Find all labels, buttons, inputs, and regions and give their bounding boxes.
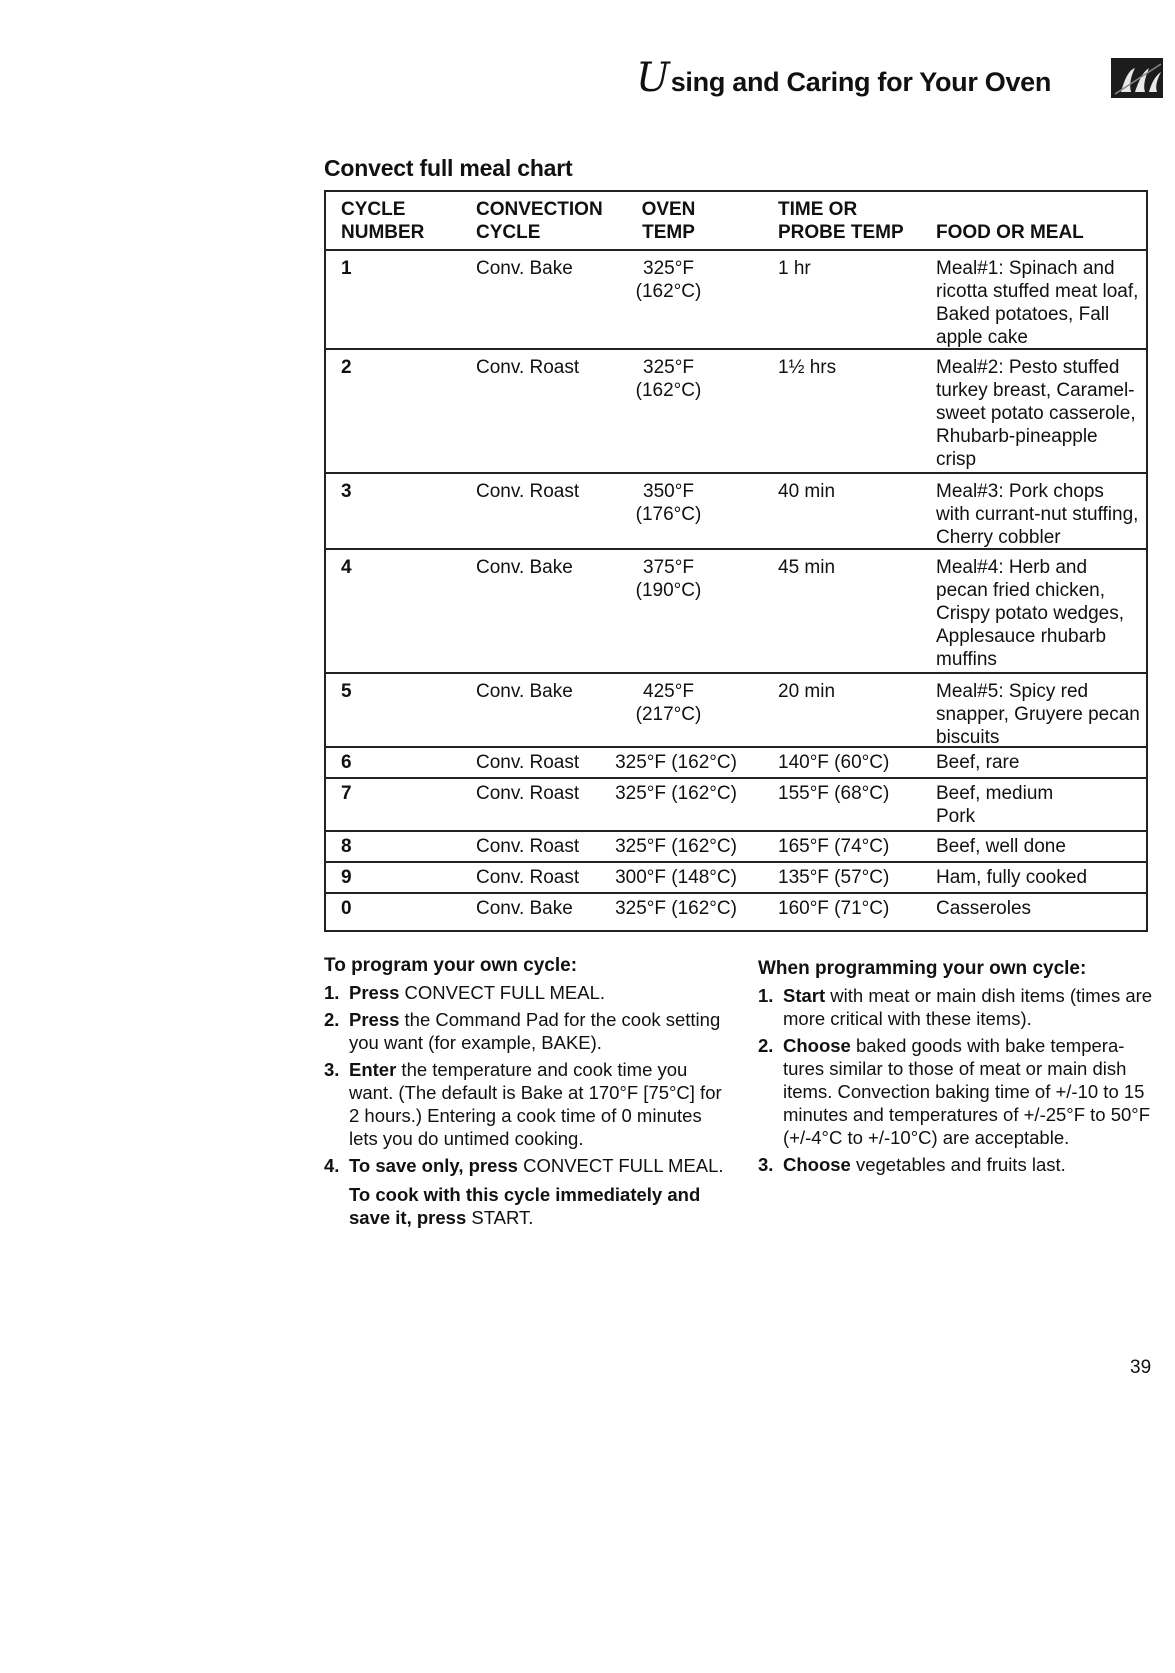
step-bold: To save only, press [349, 1155, 518, 1176]
instruction-step [324, 981, 724, 1004]
header-title: sing and Caring for Your Oven [670, 66, 1052, 97]
table-row [326, 550, 1146, 674]
section-title: Convect full meal chart [324, 155, 573, 181]
step-number: 2. [324, 1009, 340, 1030]
food-or-meal: Beef, rare [936, 752, 1020, 773]
cycle-number: 8 [341, 836, 352, 857]
food-or-meal: Ham, fully cooked [936, 867, 1088, 888]
table-row [326, 674, 1146, 748]
time-or-probe: 1 hr [778, 258, 811, 279]
instruction-step [758, 1034, 1153, 1149]
time-or-probe: 1½ hrs [778, 357, 837, 378]
table-row [326, 350, 1146, 474]
header-oven-temp: OVEN TEMP [641, 199, 696, 243]
step-number: 3. [758, 1154, 774, 1175]
oven-temp: 300°F (148°C) [615, 867, 737, 888]
step-text: with meat or main dish items (times are more critical with these items). [783, 985, 1153, 1029]
page-number: 39 [1130, 1357, 1152, 1378]
food-or-meal: Meal#3: Pork chops with currant-nut stuffing, Cherry cobbler [936, 481, 1139, 548]
oven-temp: 325°F (162°C) [615, 898, 737, 919]
instruction-step [324, 1008, 724, 1054]
oven-temp: 375°F (190°C) [635, 557, 702, 601]
convection-cycle: Conv. Roast [476, 867, 580, 888]
convection-cycle: Conv. Roast [476, 752, 580, 773]
step-bold: Press [349, 1009, 400, 1030]
time-or-probe: 20 min [778, 681, 836, 702]
header-script-letter: U [636, 55, 670, 101]
convection-cycle: Conv. Roast [476, 357, 580, 378]
step-bold: Choose [783, 1035, 851, 1056]
time-or-probe: 140°F (60°C) [778, 752, 890, 773]
step-text: CONVECT FULL MEAL. [517, 1155, 724, 1176]
table-header-row [326, 192, 1146, 251]
table-row [326, 474, 1146, 550]
table-row [326, 863, 1146, 894]
cycle-number: 1 [341, 258, 352, 279]
oven-temp: 325°F (162°C) [615, 783, 737, 804]
oven-temp: 325°F (162°C) [615, 836, 737, 857]
food-or-meal: Beef, medium Pork [936, 783, 1054, 827]
convection-cycle: Conv. Roast [476, 481, 580, 502]
note-text: START. [466, 1207, 534, 1228]
step-text: the temperature and cook time you want. (The default is Bake at 170°F [75°C] for 2 hours.) Entering a cook time of 0 minutes lets you do untimed cooking. [349, 1059, 722, 1149]
header-food-or-meal: FOOD OR MEAL [936, 222, 1084, 243]
table-row [326, 894, 1146, 930]
step-bold: Start [783, 985, 826, 1006]
time-or-probe: 155°F (68°C) [778, 783, 890, 804]
cycle-number: 0 [341, 898, 352, 919]
food-or-meal: Meal#4: Herb and pecan fried chicken, Crispy potato wedges, Applesauce rhubarb muffins [936, 557, 1124, 670]
when-programming-heading: When programming your own cycle: [758, 958, 1087, 979]
header-convection-cycle: CONVECTION CYCLE [476, 199, 603, 243]
step-bold: Press [349, 982, 400, 1003]
step-number: 3. [324, 1059, 340, 1080]
convection-cycle: Conv. Roast [476, 783, 580, 804]
instruction-step [324, 1154, 724, 1177]
food-or-meal: Meal#1: Spinach and ricotta stuffed meat loaf, Baked potatoes, Fall apple cake [936, 258, 1139, 348]
cycle-number: 3 [341, 481, 352, 502]
table-row [326, 251, 1146, 350]
food-or-meal: Meal#5: Spicy red snapper, Gruyere pecan biscuits [936, 681, 1140, 748]
oven-temp: 325°F (162°C) [635, 357, 702, 401]
step-number: 1. [758, 985, 774, 1006]
cook-immediately-note [324, 1183, 724, 1229]
table-row [326, 779, 1146, 832]
food-or-meal: Beef, well done [936, 836, 1066, 857]
step-text: baked goods with bake tempera-tures similar to those of meat or main dish items. Convection baking time of +/-10 to 15 minutes and temperatures of +/-25°F to 50°F (+/-4°C to +/-10°C) are acceptable. [783, 1035, 1150, 1148]
program-own-heading: To program your own cycle: [324, 955, 578, 976]
page-header [636, 55, 1166, 106]
instruction-step [324, 1058, 724, 1150]
time-or-probe: 160°F (71°C) [778, 898, 890, 919]
cycle-number: 7 [341, 783, 352, 804]
instruction-step [758, 1153, 1153, 1176]
header-time-or-probe: TIME OR PROBE TEMP [778, 199, 904, 243]
oven-temp: 325°F (162°C) [635, 258, 702, 302]
time-or-probe: 45 min [778, 557, 836, 578]
table-row [326, 832, 1146, 863]
food-or-meal: Casseroles [936, 898, 1032, 919]
convection-cycle: Conv. Bake [476, 258, 573, 279]
cycle-number: 2 [341, 357, 352, 378]
note-bold: To cook with this cycle immediately and save it, press [349, 1184, 701, 1228]
convection-cycle: Conv. Bake [476, 681, 573, 702]
when-programming-section [758, 957, 1153, 1180]
step-number: 4. [324, 1155, 340, 1176]
food-or-meal: Meal#2: Pesto stuffed turkey breast, Caramel- sweet potato casserole, Rhubarb-pineapple crisp [936, 357, 1136, 470]
step-text: CONVECT FULL MEAL. [399, 982, 606, 1003]
header-cycle-number: CYCLE NUMBER [341, 199, 425, 243]
time-or-probe: 165°F (74°C) [778, 836, 890, 857]
oven-temp: 425°F (217°C) [635, 681, 702, 725]
step-text: the Command Pad for the cook setting you want (for example, BAKE). [349, 1009, 721, 1053]
step-number: 2. [758, 1035, 774, 1056]
step-bold: Enter [349, 1059, 397, 1080]
step-bold: Choose [783, 1154, 851, 1175]
step-number: 1. [324, 982, 340, 1003]
convection-cycle: Conv. Roast [476, 836, 580, 857]
time-or-probe: 40 min [778, 481, 836, 502]
oven-temp: 325°F (162°C) [615, 752, 737, 773]
convect-full-meal-table [324, 190, 1148, 932]
step-text: vegetables and fruits last. [850, 1154, 1066, 1175]
program-own-cycle-section [324, 954, 724, 1229]
cycle-number: 5 [341, 681, 352, 702]
table-row [326, 748, 1146, 779]
time-or-probe: 135°F (57°C) [778, 867, 890, 888]
brand-logo-icon [1111, 58, 1163, 98]
convection-cycle: Conv. Bake [476, 898, 573, 919]
cycle-number: 6 [341, 752, 352, 773]
oven-temp: 350°F (176°C) [635, 481, 702, 525]
cycle-number: 9 [341, 867, 352, 888]
convection-cycle: Conv. Bake [476, 557, 573, 578]
cycle-number: 4 [341, 557, 352, 578]
instruction-step [758, 984, 1153, 1030]
